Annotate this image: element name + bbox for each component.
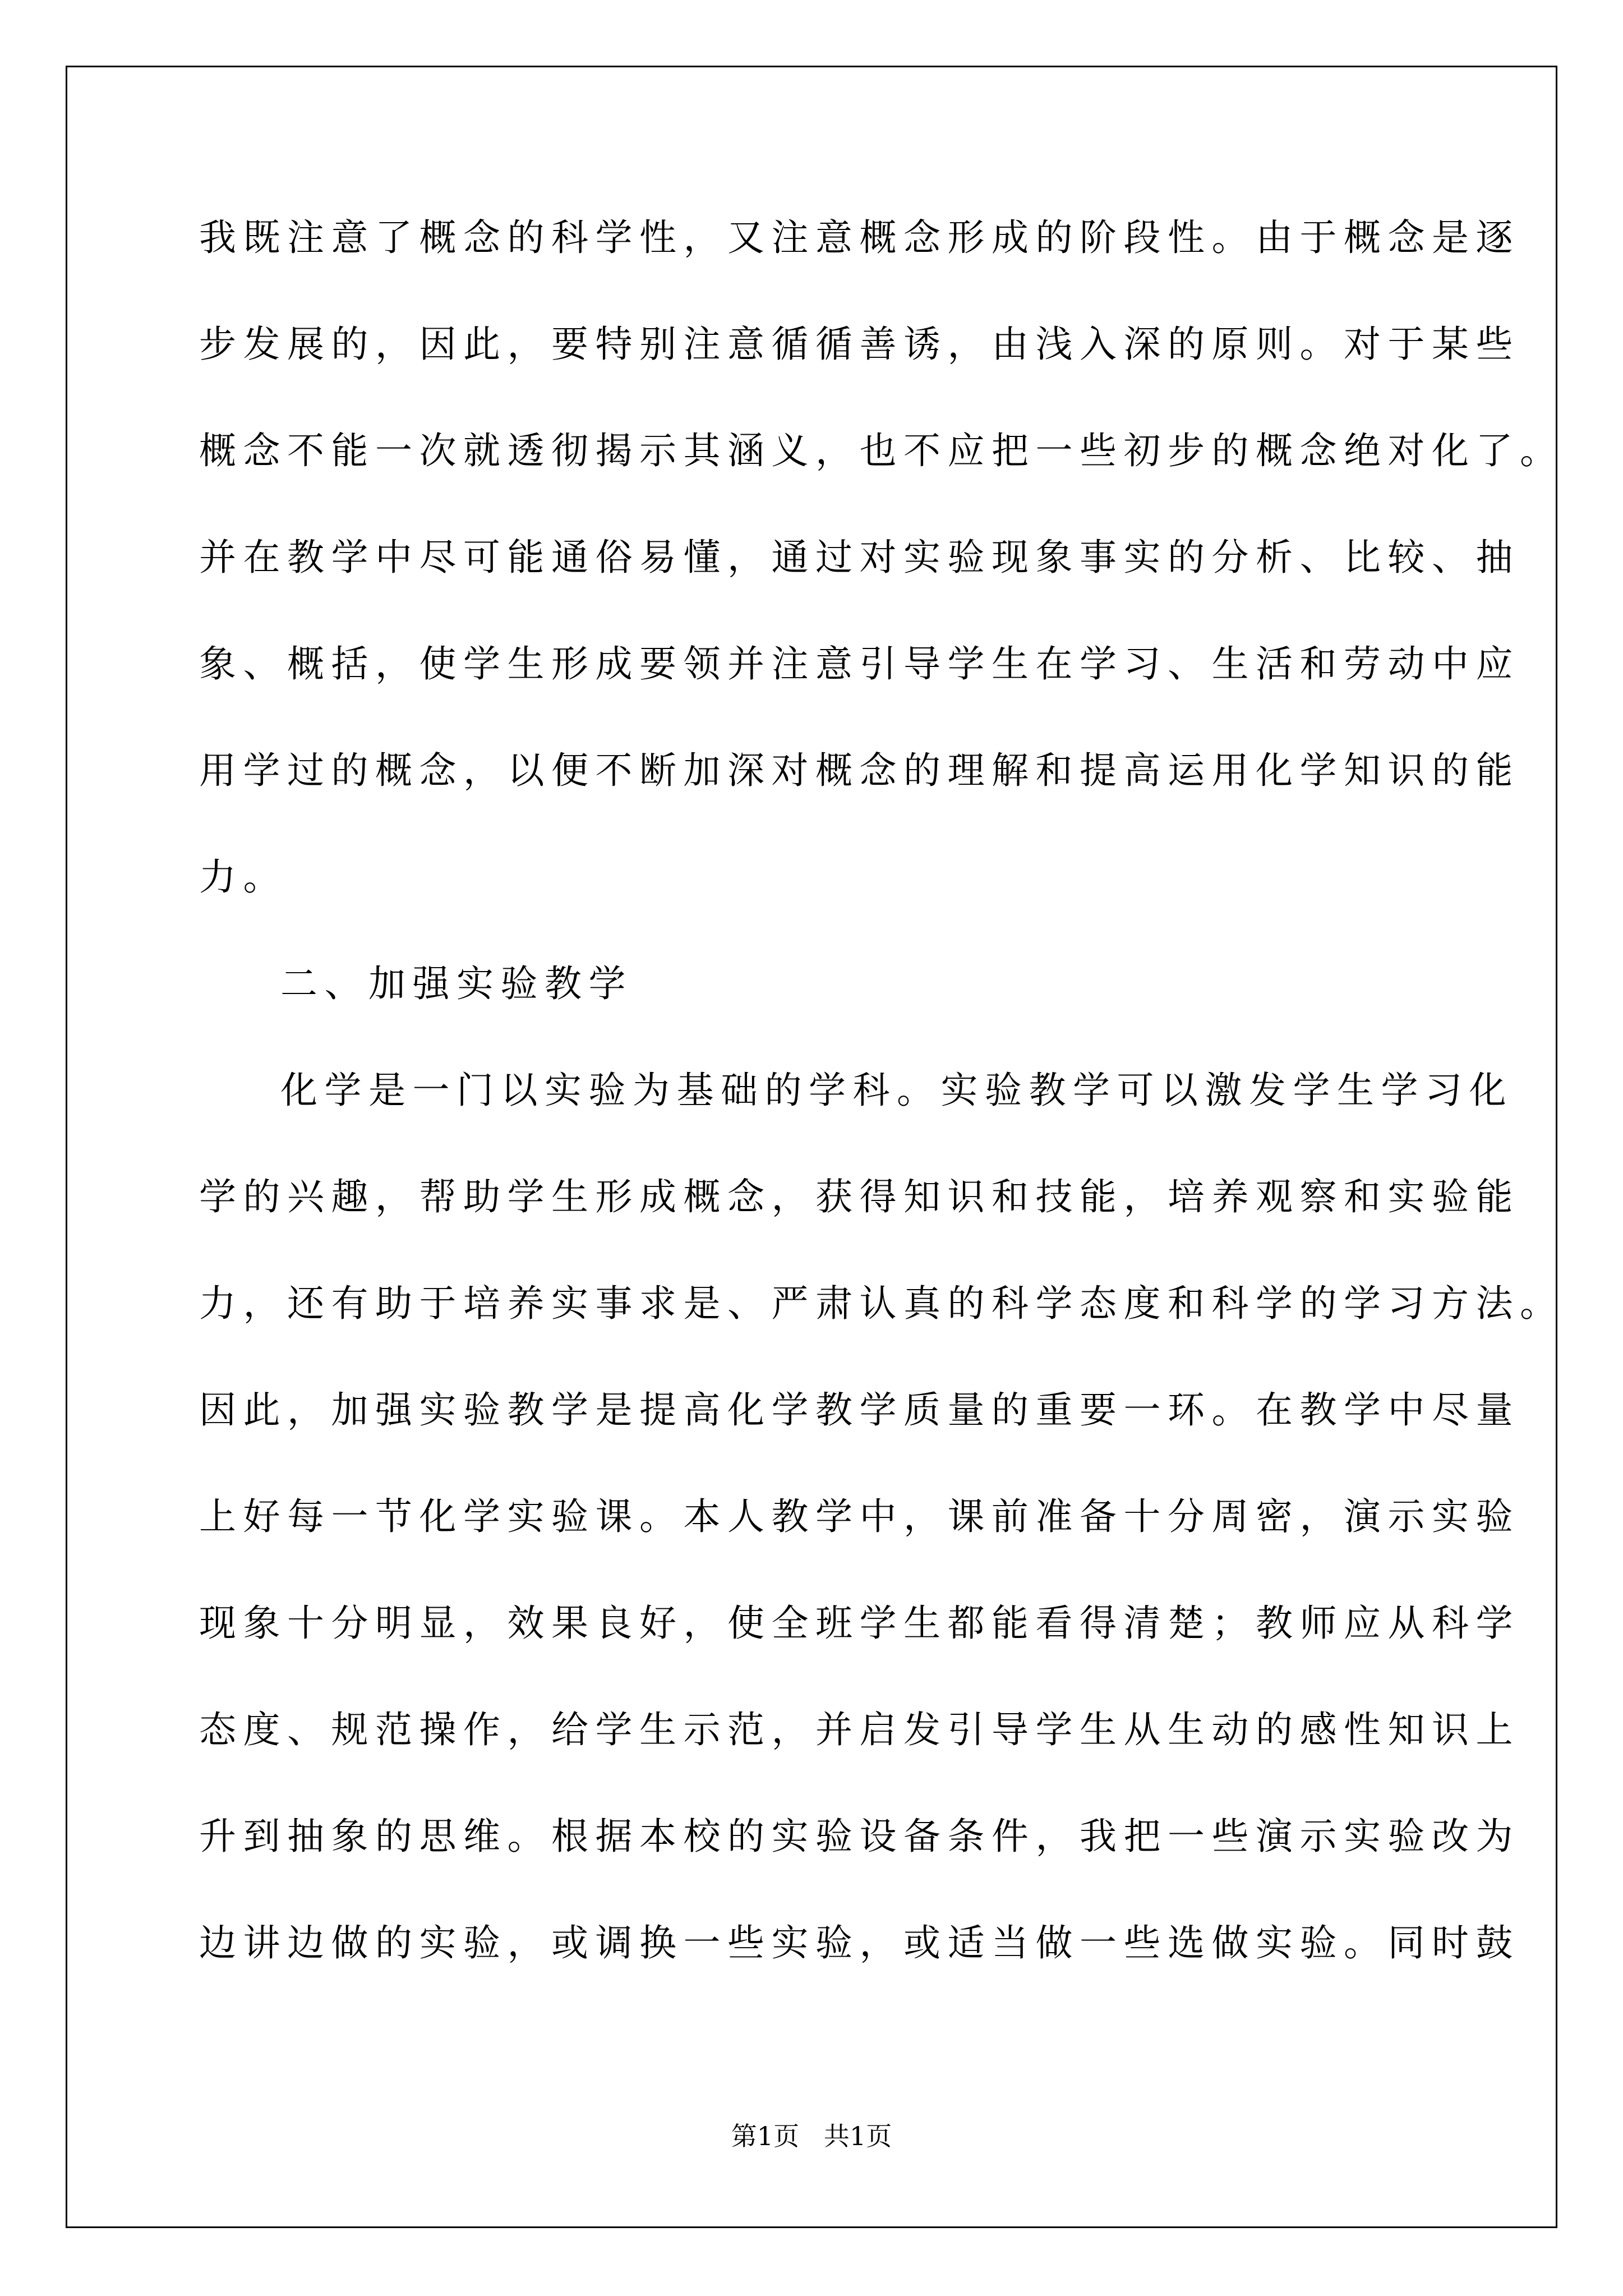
text-line-13: 上好每一节化学实验课。本人教学中，课前准备十分周密，演示实验 bbox=[199, 1495, 1520, 1538]
text-line-10: 学的兴趣，帮助学生形成概念，获得知识和技能，培养观察和实验能 bbox=[199, 1175, 1520, 1218]
text-line-7: 力。 bbox=[199, 855, 287, 899]
text-line-17: 边讲边做的实验，或调换一些实验，或适当做一些选做实验。同时鼓 bbox=[199, 1921, 1520, 1964]
text-line-4: 并在教学中尽可能通俗易懂，通过对实验现象事实的分析、比较、抽 bbox=[199, 536, 1520, 579]
text-line-16: 升到抽象的思维。根据本校的实验设备条件，我把一些演示实验改为 bbox=[199, 1815, 1520, 1858]
text-line-1: 我既注意了概念的科学性，又注意概念形成的阶段性。由于概念是逐 bbox=[199, 216, 1520, 259]
text-line-14: 现象十分明显，效果良好，使全班学生都能看得清楚；教师应从科学 bbox=[199, 1602, 1520, 1645]
text-line-3: 概念不能一次就透彻揭示其涵义，也不应把一些初步的概念绝对化了。 bbox=[199, 429, 1564, 472]
text-line-15: 态度、规范操作，给学生示范，并启发引导学生从生动的感性知识上 bbox=[199, 1708, 1520, 1751]
page-footer: 第1页 共1页 bbox=[731, 2121, 892, 2151]
text-line-5: 象、概括，使学生形成要领并注意引导学生在学习、生活和劳动中应 bbox=[199, 642, 1520, 685]
text-line-2: 步发展的，因此，要特别注意循循善诱，由浅入深的原则。对于某些 bbox=[199, 323, 1520, 366]
text-line-11: 力，还有助于培养实事求是、严肃认真的科学态度和科学的学习方法。 bbox=[199, 1282, 1564, 1325]
text-line-6: 用学过的概念，以便不断加深对概念的理解和提高运用化学知识的能 bbox=[199, 749, 1520, 792]
page-border bbox=[66, 66, 1557, 2228]
section-heading: 二、加强实验教学 bbox=[280, 962, 633, 1005]
text-line-9: 化学是一门以实验为基础的学科。实验教学可以激发学生学习化 bbox=[280, 1069, 1513, 1112]
text-line-12: 因此，加强实验教学是提高化学教学质量的重要一环。在教学中尽量 bbox=[199, 1388, 1520, 1432]
